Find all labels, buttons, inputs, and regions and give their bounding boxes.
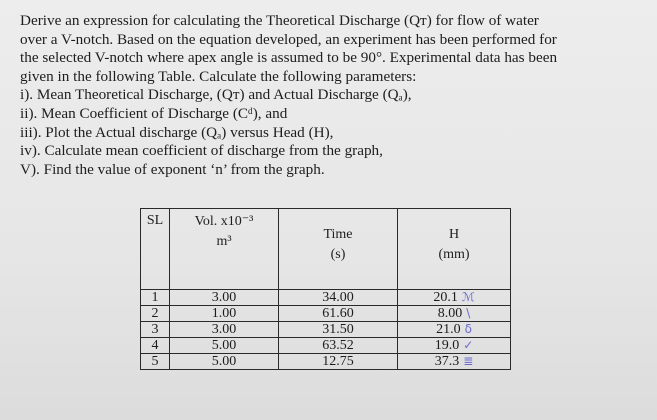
table-row [141, 306, 511, 322]
cell-head-value: 8.00 [437, 306, 463, 321]
problem-line: given in the following Table. Calculate the following parameters: [20, 67, 417, 85]
problem-line: Derive an expression for calculating the Theoretical Discharge (Qᴛ) for flow of water [20, 12, 539, 29]
table-row [141, 354, 511, 370]
cell-head-value: 37.3 [434, 354, 460, 369]
experimental-data-table [140, 208, 511, 370]
handwritten-mark: \ [466, 306, 471, 320]
handwritten-mark: δ [464, 322, 472, 336]
problem-statement [20, 12, 645, 179]
cell-time: 12.75 [279, 354, 398, 370]
handwritten-mark: ✓ [463, 338, 474, 352]
problem-line: iii). Plot the Actual discharge (Qₐ) versus Head (H), [20, 123, 334, 141]
header-head-label: H [448, 227, 460, 242]
cell-volume: 5.00 [170, 338, 279, 354]
header-sl: SL [141, 209, 170, 290]
problem-line: the selected V-notch where apex angle is assumed to be 90°. Experimental data has been [20, 49, 558, 67]
problem-line: over a V-notch. Based on the equation developed, an experiment has been performed for [20, 30, 557, 48]
cell-volume: 1.00 [170, 306, 279, 322]
cell-time: 61.60 [279, 306, 398, 322]
cell-volume: 5.00 [170, 354, 279, 370]
cell-head [398, 322, 511, 338]
cell-head [398, 338, 511, 354]
cell-time: 31.50 [279, 322, 398, 338]
header-head [398, 209, 511, 290]
table-header-row [141, 209, 511, 290]
data-table-container [140, 208, 511, 370]
cell-head [398, 290, 511, 306]
cell-head-value: 20.1 [433, 290, 458, 305]
problem-line: i). Mean Theoretical Discharge, (Qᴛ) and Actual Discharge (Qₐ), [20, 86, 412, 104]
cell-sl: 3 [141, 322, 170, 338]
table-row [141, 322, 511, 338]
header-time [279, 209, 398, 290]
header-volume-unit: m³ [216, 234, 232, 249]
cell-sl: 1 [141, 290, 170, 306]
header-time-label: Time [323, 227, 353, 242]
cell-volume: 3.00 [170, 322, 279, 338]
handwritten-mark: ≣ [463, 354, 474, 368]
cell-head-value: 19.0 [434, 338, 460, 353]
cell-time: 63.52 [279, 338, 398, 354]
cell-sl: 5 [141, 354, 170, 370]
header-time-unit: (s) [330, 247, 346, 262]
problem-line: iv). Calculate mean coefficient of discharge from the graph, [20, 142, 383, 160]
cell-head [398, 306, 511, 322]
cell-volume: 3.00 [170, 290, 279, 306]
header-head-unit: (mm) [438, 247, 470, 262]
table-row [141, 338, 511, 354]
problem-line: V). Find the value of exponent ‘n’ from the graph. [20, 160, 325, 178]
header-volume [170, 209, 279, 290]
handwritten-mark: ℳ [461, 290, 475, 304]
header-volume-label: Vol. x10⁻³ [194, 214, 254, 229]
cell-sl: 4 [141, 338, 170, 354]
cell-head [398, 354, 511, 370]
cell-sl: 2 [141, 306, 170, 322]
table-row [141, 290, 511, 306]
cell-time: 34.00 [279, 290, 398, 306]
cell-head-value: 21.0 [436, 322, 461, 337]
problem-line: ii). Mean Coefficient of Discharge (Cᵈ), and [20, 104, 288, 122]
